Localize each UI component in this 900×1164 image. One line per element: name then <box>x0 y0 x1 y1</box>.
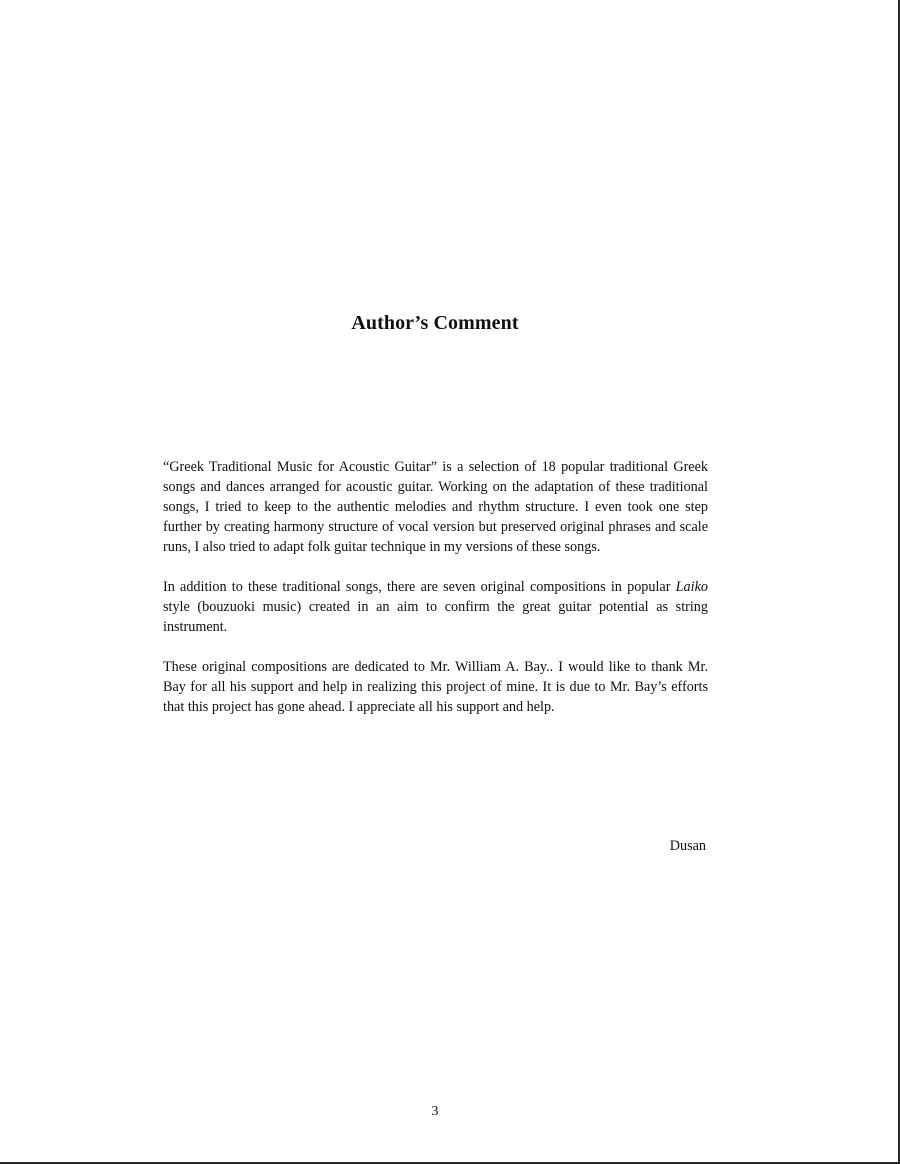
paragraph-intro: “Greek Traditional Music for Acoustic Guitar” is a selection of 18 popular traditional Greek songs and dances arranged for acoustic guitar. Working on the adaptation of these traditional songs, I tried to keep to the authentic melodies and rhythm structure. I even took one step further by creating harmony structure of vocal version but preserved original phrases and scale runs, I also tried to adapt folk guitar technique in my versions of these songs. <box>163 459 708 555</box>
paragraph-text-before: In addition to these traditional songs, there are seven original compositions in popular <box>163 579 676 595</box>
paragraph-original-compositions <box>163 577 708 637</box>
page-title: Author’s Comment <box>351 312 519 334</box>
laiko-italic-text: Laiko <box>675 579 708 595</box>
author-signature: Dusan <box>669 838 706 854</box>
page-number: 3 <box>431 1104 439 1119</box>
paragraph-dedication: These original compositions are dedicated to Mr. William A. Bay.. I would like to thank Mr. Bay for all his support and help in realizing this project of mine. It is due to Mr. Bay’s efforts that this project has gone ahead. I appreciate all his support and help. <box>163 659 708 715</box>
paragraph-text-after: style (bouzuoki music) created in an aim to confirm the great guitar potential as string instrument. <box>163 599 708 635</box>
body-text <box>163 457 708 737</box>
